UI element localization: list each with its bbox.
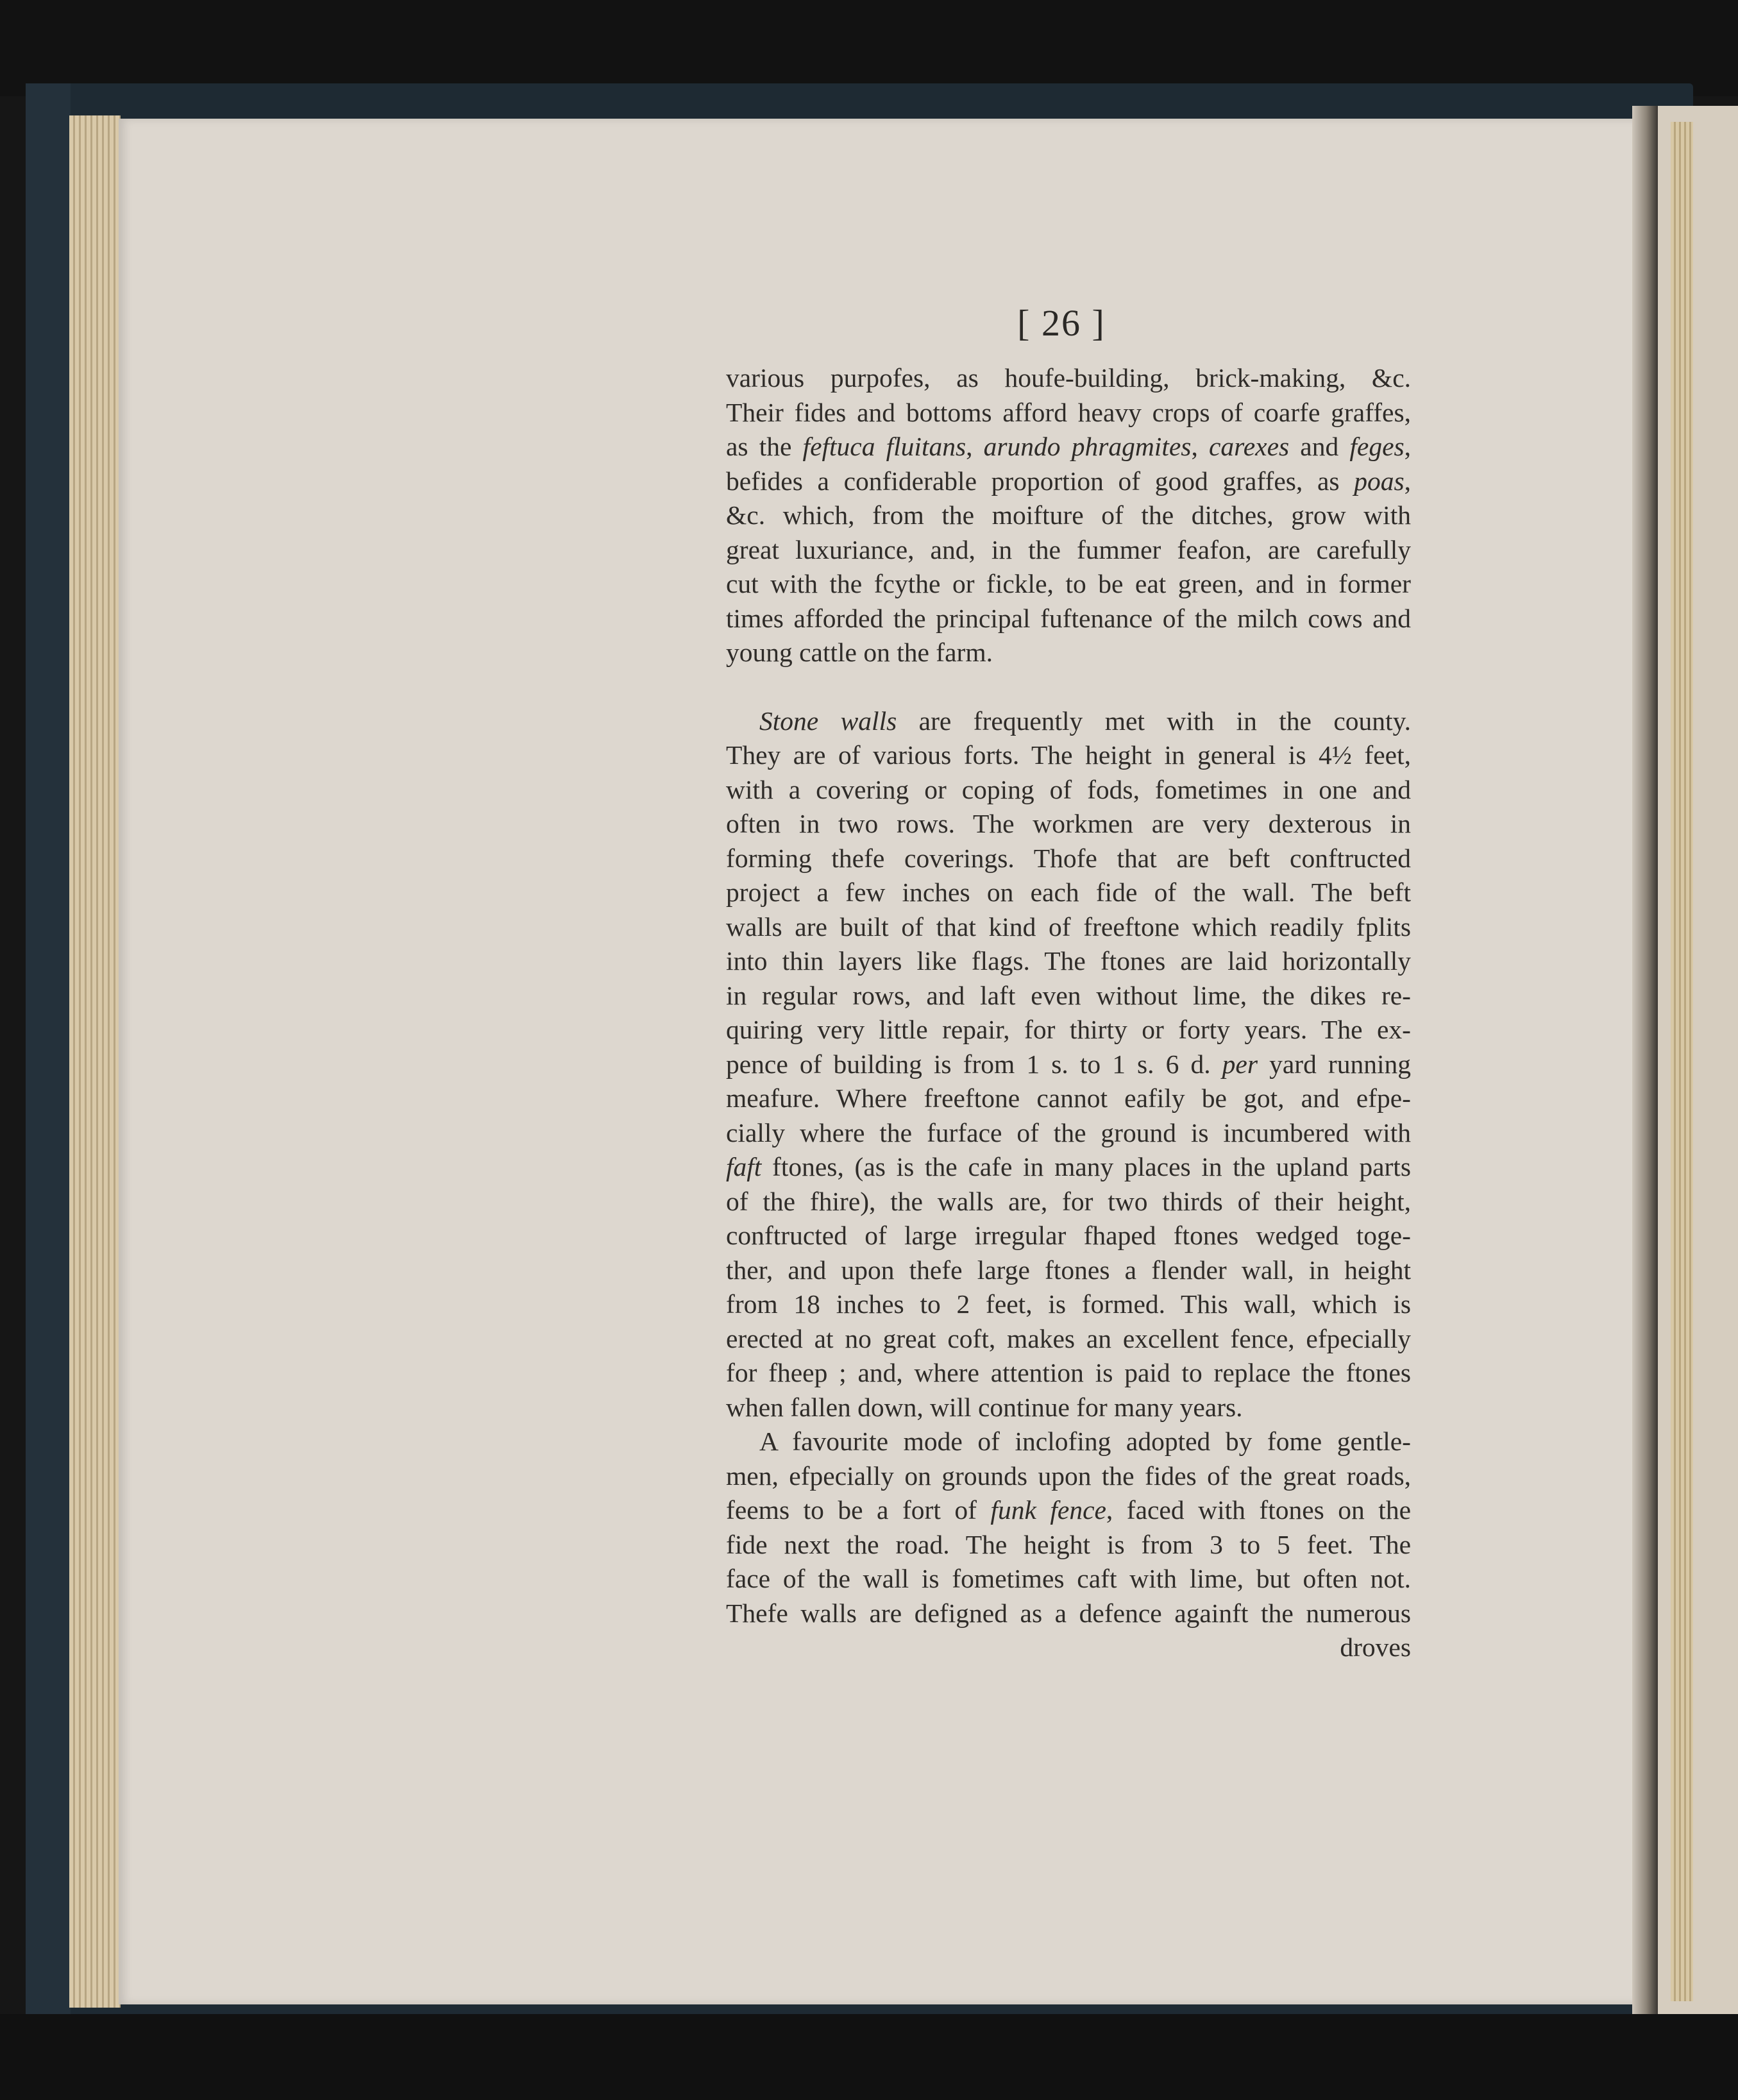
text-line: &c. which, from the moifture of the ditches, grow with [726, 500, 1411, 530]
text-line: ther, and upon thefe large ftones a flender wall, in height [726, 1255, 1411, 1285]
text-line: quiring very little repair, for thirty or forty years. The ex- [726, 1015, 1411, 1044]
text-line: times afforded the principal fuftenance of the milch cows and [726, 603, 1411, 633]
text-line: feems to be a fort of funk fence, faced with ftones on the [726, 1495, 1411, 1525]
background-top [0, 0, 1738, 96]
book-gutter [1632, 106, 1658, 2014]
text-line: forming thefe coverings. Thofe that are beft conftructed [726, 843, 1411, 873]
text-line: often in two rows. The workmen are very dexterous in [726, 809, 1411, 838]
text-line: when fallen down, will continue for many years. [726, 1392, 1243, 1422]
body-text [726, 361, 1411, 1665]
text-line: walls are built of that kind of freeftone which readily fplits [726, 911, 1411, 942]
text-line: from 18 inches to 2 feet, is formed. This wall, which is [726, 1289, 1411, 1319]
text-line: fide next the road. The height is from 3 to 5 feet. The [726, 1529, 1411, 1559]
text-line: with a covering or coping of fods, fometimes in one and [726, 774, 1411, 804]
background-bottom [0, 2014, 1738, 2100]
page-edges-right [1671, 122, 1693, 2001]
paragraph-gap [726, 670, 1411, 704]
text-line: great luxuriance, and, in the fummer feafon, are carefully [726, 534, 1411, 564]
text-line: meafure. Where freeftone cannot eafily be got, and efpe- [726, 1083, 1411, 1113]
text-line: They are of various forts. The height in general is 4½ feet, [726, 740, 1411, 770]
text-line: for fheep ; and, where attention is paid to replace the ftones [726, 1358, 1411, 1387]
text-line: A favourite mode of inclofing adopted by fome gentle- [759, 1427, 1411, 1456]
text-line: various purpofes, as houfe-building, brick-making, &c. [726, 363, 1411, 393]
text-line: Stone walls are frequently met with in the county. [759, 706, 1411, 736]
text-line: Thefe walls are defigned as a defence againft the numerous [726, 1598, 1411, 1628]
text-line: befides a confiderable proportion of good graffes, as poas, [726, 466, 1411, 496]
text-line: of the fhire), the walls are, for two thirds of their height, [726, 1186, 1411, 1216]
text-line: conftructed of large irregular fhaped ftones wedged toge- [726, 1221, 1411, 1250]
text-line: men, efpecially on grounds upon the fides of the great roads, [726, 1461, 1411, 1491]
book-cover-edge [26, 83, 71, 2027]
text-line: project a few inches on each fide of the wall. The beft [726, 877, 1411, 907]
text-line: cially where the furface of the ground is incumbered with [726, 1117, 1411, 1147]
text-line: Their fides and bottoms afford heavy crops of coarfe graffes, [726, 397, 1411, 427]
text-line: cut with the fcythe or fickle, to be eat green, and in former [726, 569, 1411, 598]
page-number: [ 26 ] [1017, 302, 1106, 344]
catchword: droves [1340, 1632, 1411, 1662]
text-line: in regular rows, and laft even without lime, the dikes re- [726, 980, 1411, 1010]
text-line: into thin layers like flags. The ftones are laid horizontally [726, 946, 1411, 976]
page-edges-left [69, 115, 121, 2008]
text-line: faft ftones, (as is the cafe in many places in the upland parts [726, 1152, 1411, 1181]
text-line: pence of building is from 1 s. to 1 s. 6 d. per yard running [726, 1049, 1411, 1079]
text-line: as the feftuca fluitans, arundo phragmites, carexes and feges, [726, 432, 1412, 461]
text-line: young cattle on the farm. [726, 638, 993, 667]
text-line: erected at no great coft, makes an excellent fence, efpecially [726, 1323, 1411, 1353]
facing-page [1658, 106, 1738, 2014]
text-line: face of the wall is fometimes caft with lime, but often not. [726, 1564, 1411, 1593]
